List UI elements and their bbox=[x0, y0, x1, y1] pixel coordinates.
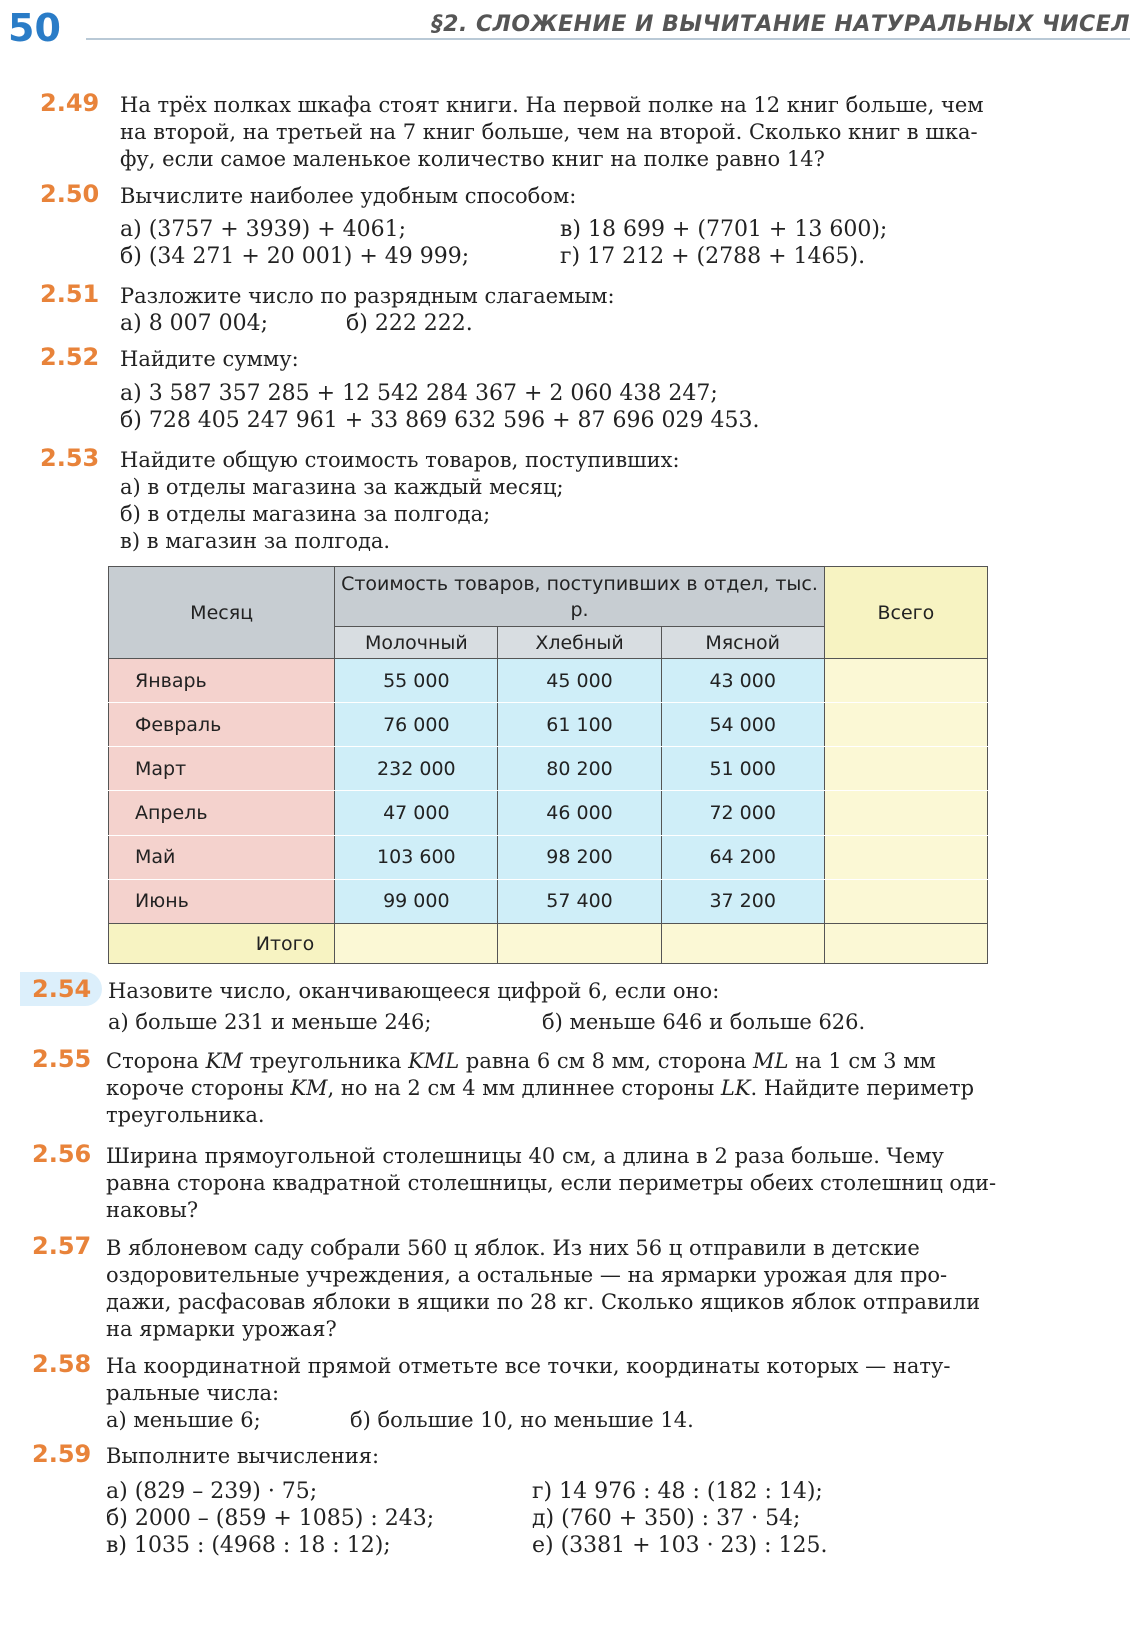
text-line: дажи, расфасовав яблоки в ящики по 28 кг. Сколько ящиков яблок отправили bbox=[106, 1290, 981, 1314]
cell-value: 98 200 bbox=[498, 835, 661, 879]
option-a: а) 8 007 004; bbox=[120, 311, 269, 336]
cell-value: 47 000 bbox=[335, 791, 498, 835]
cell-month: Июнь bbox=[109, 879, 335, 923]
problem-number: 2.58 bbox=[32, 1350, 92, 1378]
cell-value: 64 200 bbox=[661, 835, 824, 879]
problem-number: 2.53 bbox=[40, 444, 100, 472]
text-line: на ярмарки урожая? bbox=[106, 1317, 337, 1341]
text-line: Ширина прямоугольной столешницы 40 см, а длина в 2 раза больше. Чему bbox=[106, 1144, 944, 1168]
problem-text bbox=[106, 1235, 1096, 1343]
cost-table bbox=[108, 566, 988, 964]
cell-value: 76 000 bbox=[335, 703, 498, 747]
cell-value: 54 000 bbox=[661, 703, 824, 747]
problem-number: 2.52 bbox=[40, 343, 100, 371]
option-v: в) 1035 : (4968 : 18 : 12); bbox=[106, 1533, 391, 1558]
option-a: а) (3757 + 3939) + 4061; bbox=[120, 217, 407, 242]
cell-value: 46 000 bbox=[498, 791, 661, 835]
cell-value: 45 000 bbox=[498, 659, 661, 703]
cell-month: Февраль bbox=[109, 703, 335, 747]
text-line: треугольника. bbox=[106, 1103, 265, 1127]
problem-number: 2.59 bbox=[32, 1440, 92, 1468]
cell-total bbox=[824, 835, 987, 879]
table-row bbox=[109, 835, 988, 879]
problem-number: 2.51 bbox=[40, 280, 100, 308]
answer-options bbox=[120, 380, 1096, 434]
option-a: а) в отделы магазина за каждый месяц; bbox=[120, 475, 564, 499]
cell-itogo bbox=[661, 924, 824, 964]
cell-value: 37 200 bbox=[661, 879, 824, 923]
option-v: в) 18 699 + (7701 + 13 600); bbox=[560, 217, 888, 242]
table-row bbox=[109, 659, 988, 703]
header-month: Месяц bbox=[109, 567, 335, 659]
cell-value: 103 600 bbox=[335, 835, 498, 879]
problem-number: 2.56 bbox=[32, 1140, 92, 1168]
data-table bbox=[108, 566, 988, 964]
table-row bbox=[109, 791, 988, 835]
problem-number: 2.50 bbox=[40, 180, 100, 208]
option-b: б) (34 271 + 20 001) + 49 999; bbox=[120, 244, 470, 269]
header-group: Стоимость товаров, поступивших в отдел, тыс. р. bbox=[335, 567, 825, 627]
table-row bbox=[109, 747, 988, 791]
option-v: в) в магазин за полгода. bbox=[120, 529, 391, 553]
cell-month: Апрель bbox=[109, 791, 335, 835]
problem-number: 2.57 bbox=[32, 1232, 92, 1260]
text-line: На координатной прямой отметьте все точки, координаты которых — нату- bbox=[106, 1354, 951, 1378]
option-e: е) (3381 + 103 · 23) : 125. bbox=[532, 1533, 828, 1558]
option-a: а) больше 231 и меньше 246; bbox=[108, 1010, 432, 1034]
cell-value: 72 000 bbox=[661, 791, 824, 835]
text-line: Сторона KM треугольника KML равна 6 см 8 мм, сторона ML на 1 см 3 мм bbox=[106, 1049, 936, 1073]
problem-text bbox=[106, 1353, 1096, 1407]
cell-value: 51 000 bbox=[661, 747, 824, 791]
text-line: наковы? bbox=[106, 1198, 199, 1222]
text-line: на второй, на третьей на 7 книг больше, чем на второй. Сколько книг в шка- bbox=[120, 120, 978, 144]
cell-itogo bbox=[498, 924, 661, 964]
header-bread: Хлебный bbox=[498, 627, 661, 659]
option-b: б) большие 10, но меньшие 14. bbox=[350, 1408, 694, 1432]
cell-value: 43 000 bbox=[661, 659, 824, 703]
table-row bbox=[109, 879, 988, 923]
problem-text bbox=[120, 447, 1096, 555]
option-a: а) (829 – 239) · 75; bbox=[106, 1479, 318, 1504]
problem-text: Найдите сумму: bbox=[120, 347, 299, 371]
cell-total bbox=[824, 791, 987, 835]
cell-month: Март bbox=[109, 747, 335, 791]
cell-month: Январь bbox=[109, 659, 335, 703]
table-row-itogo bbox=[109, 924, 988, 964]
cell-itogo bbox=[824, 924, 987, 964]
cell-value: 61 100 bbox=[498, 703, 661, 747]
problem-text bbox=[106, 1048, 1096, 1129]
problem-text: Разложите число по разрядным слагаемым: bbox=[120, 284, 615, 308]
option-g: г) 17 212 + (2788 + 1465). bbox=[560, 244, 866, 269]
option-g: г) 14 976 : 48 : (182 : 14); bbox=[532, 1479, 823, 1504]
header-divider bbox=[86, 38, 1130, 40]
cell-total bbox=[824, 703, 987, 747]
problem-text: Вычислите наиболее удобным способом: bbox=[120, 184, 577, 208]
cell-value: 99 000 bbox=[335, 879, 498, 923]
problem-text: Выполните вычисления: bbox=[106, 1444, 380, 1468]
chapter-title: §2. СЛОЖЕНИЕ И ВЫЧИТАНИЕ НАТУРАЛЬНЫХ ЧИСЕЛ bbox=[431, 12, 1130, 37]
option-b: б) 2000 – (859 + 1085) : 243; bbox=[106, 1506, 435, 1531]
cell-itogo-label: Итого bbox=[109, 924, 335, 964]
header-meat: Мясной bbox=[661, 627, 824, 659]
option-a: а) 3 587 357 285 + 12 542 284 367 + 2 060 438 247; bbox=[120, 381, 718, 406]
text-line: На трёх полках шкафа стоят книги. На первой полке на 12 книг больше, чем bbox=[120, 93, 984, 117]
cell-value: 57 400 bbox=[498, 879, 661, 923]
problem-number: 2.54 bbox=[32, 975, 92, 1003]
cell-value: 80 200 bbox=[498, 747, 661, 791]
option-a: а) меньшие 6; bbox=[106, 1408, 261, 1432]
text-line: фу, если самое маленькое количество книг на полке равно 14? bbox=[120, 147, 825, 171]
cell-total bbox=[824, 659, 987, 703]
cell-value: 232 000 bbox=[335, 747, 498, 791]
cell-value: 55 000 bbox=[335, 659, 498, 703]
header-total: Всего bbox=[824, 567, 987, 659]
option-b: б) 222 222. bbox=[346, 311, 473, 336]
problem-text bbox=[106, 1143, 1096, 1224]
cell-itogo bbox=[335, 924, 498, 964]
text-line: В яблоневом саду собрали 560 ц яблок. Из них 56 ц отправили в детские bbox=[106, 1236, 920, 1260]
problem-text bbox=[120, 92, 1096, 173]
text-line: оздоровительные учреждения, а остальные — на ярмарки урожая для про- bbox=[106, 1263, 948, 1287]
text-line: Найдите общую стоимость товаров, поступивших: bbox=[120, 448, 680, 472]
cell-month: Май bbox=[109, 835, 335, 879]
text-line: ральные числа: bbox=[106, 1381, 280, 1405]
page-number: 50 bbox=[8, 6, 61, 50]
problem-text: Назовите число, оканчивающееся цифрой 6, если оно: bbox=[108, 979, 720, 1003]
header-dairy: Молочный bbox=[335, 627, 498, 659]
cell-total bbox=[824, 879, 987, 923]
option-b: б) меньше 646 и больше 626. bbox=[542, 1010, 866, 1034]
text-line: короче стороны KM, но на 2 см 4 мм длиннее стороны LK. Найдите периметр bbox=[106, 1076, 975, 1100]
problem-number: 2.55 bbox=[32, 1045, 92, 1073]
page-header bbox=[0, 0, 1146, 56]
cell-total bbox=[824, 747, 987, 791]
option-b: б) в отделы магазина за полгода; bbox=[120, 502, 491, 526]
text-line: равна сторона квадратной столешницы, если периметры обеих столешниц оди- bbox=[106, 1171, 997, 1195]
option-d: д) (760 + 350) : 37 · 54; bbox=[532, 1506, 801, 1531]
problem-number: 2.49 bbox=[40, 89, 100, 117]
table-row bbox=[109, 703, 988, 747]
option-b: б) 728 405 247 961 + 33 869 632 596 + 87 696 029 453. bbox=[120, 408, 760, 433]
